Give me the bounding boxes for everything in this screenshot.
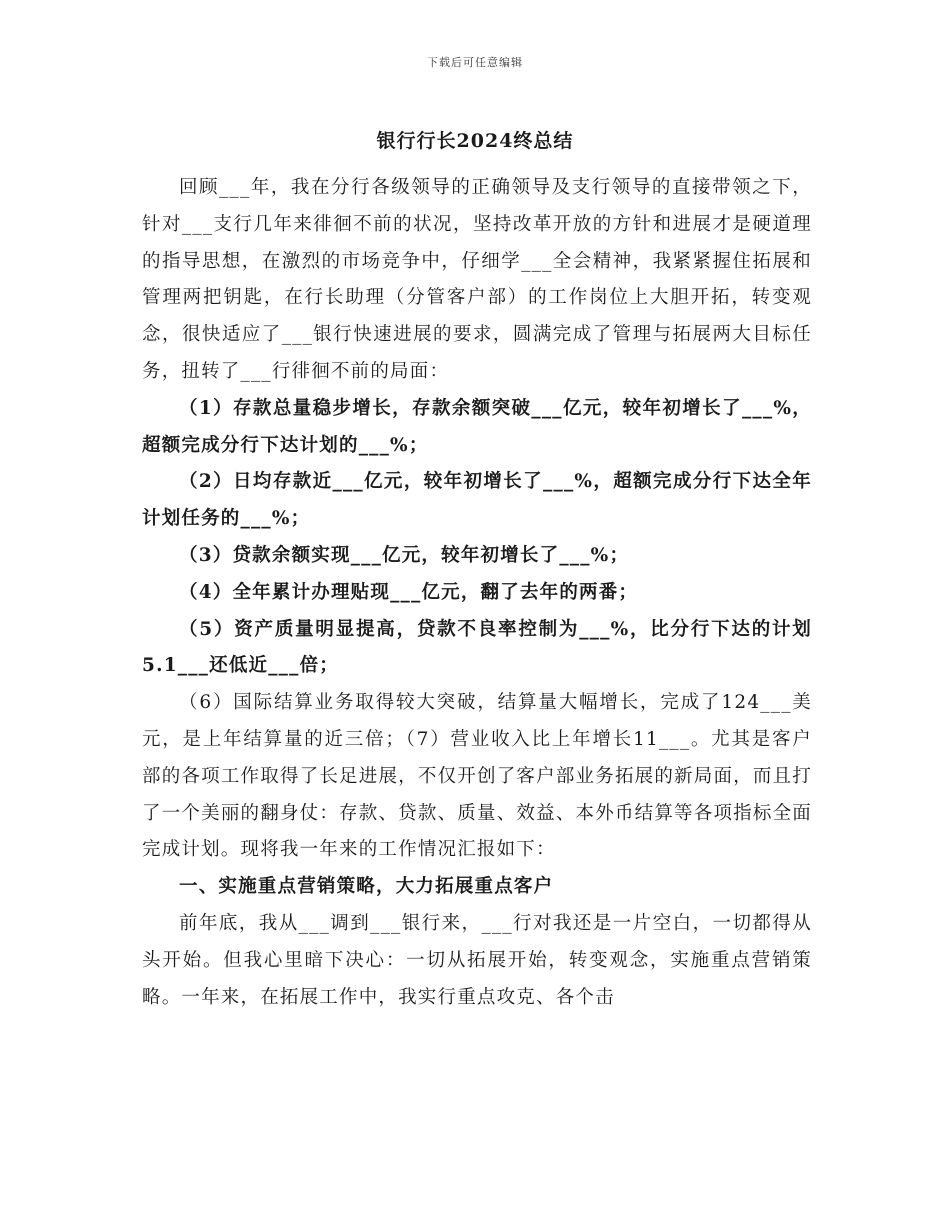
item-6-7-paragraph: （6）国际结算业务取得较大突破，结算量大幅增长，完成了124___美元，是上年结算量的近三倍；（7）营业收入比上年增长11___。尤其是客户部的各项工作取得了长足进展，不仅开创了客户部业务拓展的新局面，而且打了一个美丽的翻身仗：存款、贷款、质量、效益、本外币结算等各项指标全面完成计划。现将我一年来的工作情况汇报如下： [142,692,812,861]
item-5-paragraph: （5）资产质量明显提高，贷款不良率控制为___%，比分行下达的计划5.1___还低近___倍； [142,618,812,677]
intro-paragraph: 回顾___年，我在分行各级领导的正确领导及支行领导的直接带领之下，针对___支行几年来徘徊不前的状况，坚持改革开放的方针和进展才是硬道理的指导思想，在激烈的市场竞争中，仔细学___全会精神，我紧紧握住拓展和管理两把钥匙，在行长助理（分管客户部）的工作岗位上大胆开拓，转变观念，很快适应了___银行快速进展的要求，圆满完成了管理与拓展两大目标任务，扭转了___行徘徊不前的局面： [142,177,812,382]
document-title: 银行行长2024终总结 [376,130,574,152]
item-2-paragraph: （2）日均存款近___亿元，较年初增长了___%，超额完成分行下达全年计划任务的___%； [142,471,812,530]
item-3-paragraph: （3）贷款余额实现___亿元，较年初增长了___%； [179,544,630,566]
section-paragraph: 前年底，我从___调到___银行来，___行对我还是一片空白，一切都得从头开始。但我心里暗下决心：一切从拓展开始，转变观念，实施重点营销策略。一年来，在拓展工作中，我实行重点攻克、各个击 [142,912,812,1008]
item-1-paragraph: （1）存款总量稳步增长，存款余额突破___亿元，较年初增长了___%，超额完成分行下达计划的___%； [142,397,812,456]
section-heading: 一、实施重点营销策略，大力拓展重点客户 [179,876,554,898]
item-4-paragraph: （4）全年累计办理贴现___亿元，翻了去年的两番； [179,581,639,603]
page-header: 下载后可任意编辑 [427,56,523,69]
document-body [142,170,812,1016]
